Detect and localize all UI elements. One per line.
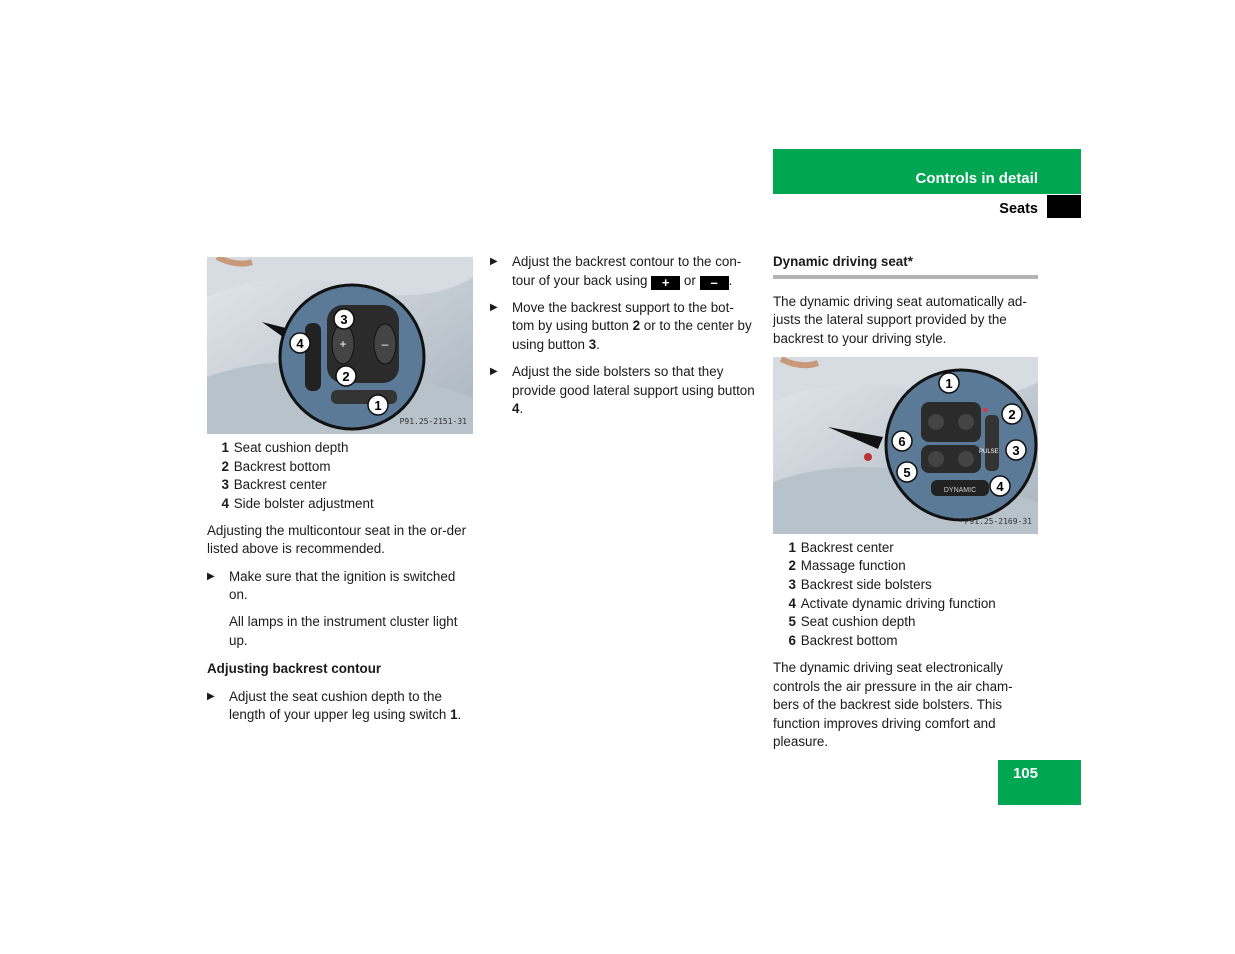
figure-code: P91.25-2151-31 (399, 417, 467, 427)
paragraph: The dynamic driving seat electronically controls the air pressure in the air cham-bers of the backrest side bolsters. This function improves driving comfort and pleasure. (773, 659, 1013, 750)
svg-text:1: 1 (945, 375, 953, 391)
svg-text:2: 2 (342, 369, 350, 384)
section-header-title: Controls in detail (915, 170, 1038, 187)
legend-item: 4 Activate dynamic driving function (788, 595, 996, 611)
multicontour-switch-illustration (207, 257, 473, 434)
column-1 (207, 257, 473, 733)
bullet-triangle-icon: ▶ (490, 301, 498, 313)
instruction-step: ▶ Move the backrest support to the bot-tom by using button 2 or to the center by using button 3. (490, 299, 756, 355)
svg-text:6: 6 (898, 433, 906, 449)
page-number: 105 (1012, 765, 1038, 782)
instruction-step: ▶ Make sure that the ignition is switched on. (207, 568, 473, 605)
instruction-step: ▶ Adjust the backrest contour to the con-tour of your back using + or – . (490, 254, 742, 290)
column-2 (490, 253, 756, 427)
bullet-triangle-icon: ▶ (490, 256, 498, 267)
svg-text:2: 2 (1008, 406, 1016, 422)
svg-text:–: – (381, 337, 389, 351)
svg-text:3: 3 (340, 312, 348, 327)
bullet-triangle-icon: ▶ (207, 690, 215, 702)
svg-text:DYNAMIC: DYNAMIC (943, 486, 977, 494)
section-subheader: Seats (999, 201, 1038, 217)
figure-code: P91.25-2169-31 (964, 517, 1032, 527)
legend-item: 1 Backrest center (788, 539, 894, 555)
dynamic-seat-switch-illustration (773, 357, 1038, 534)
multicontour-switch-figure (207, 257, 473, 434)
svg-text:+: + (339, 337, 347, 351)
legend-item: 3 Backrest side bolsters (788, 577, 932, 593)
paragraph: The dynamic driving seat automatically ad-justs the lateral support provided by the backrest to your driving style. (773, 293, 1027, 346)
svg-text:PULSE: PULSE (979, 448, 999, 455)
svg-text:4: 4 (296, 336, 304, 351)
legend-item: 2 Massage function (788, 558, 906, 574)
minus-button-icon: – (700, 276, 729, 290)
legend-item: 5 Seat cushion depth (788, 614, 916, 630)
subsection-heading: Adjusting backrest contour (207, 661, 382, 677)
bullet-triangle-icon: ▶ (490, 365, 498, 377)
instruction-step: ▶ Adjust the side bolsters so that they provide good lateral support using button 4. (490, 363, 756, 419)
bullet-triangle-icon: ▶ (207, 570, 215, 582)
svg-text:1: 1 (374, 398, 382, 413)
legend-item: 2 Backrest bottom (221, 458, 331, 474)
legend-list-2 (773, 539, 1038, 651)
legend-item: 1 Seat cushion depth (221, 440, 349, 455)
legend-item: 4 Side bolster adjustment (221, 495, 374, 511)
legend-list-1 (207, 439, 473, 513)
dynamic-seat-switch-figure (773, 357, 1038, 534)
svg-text:4: 4 (996, 478, 1004, 494)
svg-text:3: 3 (1012, 442, 1020, 458)
instruction-step: ▶ Adjust the seat cushion depth to the length of your upper leg using switch 1. (207, 688, 473, 725)
legend-item: 3 Backrest center (221, 477, 327, 493)
paragraph: Adjusting the multicontour seat in the or-der listed above is recommended. (207, 522, 467, 557)
step-result: All lamps in the instrument cluster light up. (229, 614, 458, 648)
column-3 (773, 253, 1038, 760)
svg-text:5: 5 (903, 464, 911, 480)
legend-item: 6 Backrest bottom (788, 632, 898, 648)
plus-button-icon: + (651, 276, 680, 290)
section-tab-marker (1047, 195, 1081, 218)
section-title: Dynamic driving seat* (773, 253, 1038, 279)
